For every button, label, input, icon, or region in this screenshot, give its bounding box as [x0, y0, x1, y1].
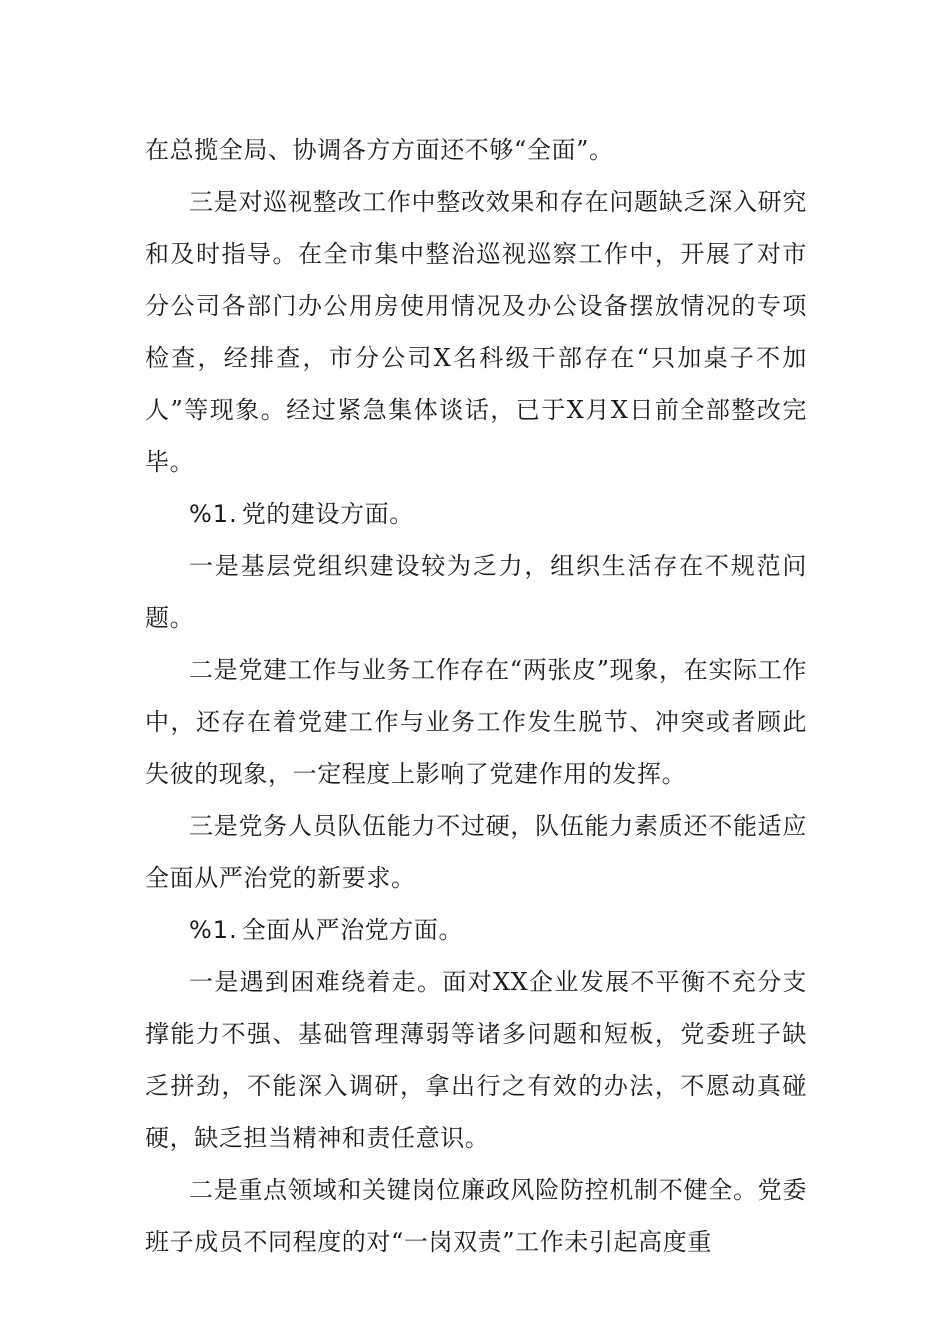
- paragraph: 一是遇到困难绕着走。面对XX企业发展不平衡不充分支撑能力不强、基础管理薄弱等诸多问题和短板，党委班子缺乏拼劲，不能深入调研，拿出行之有效的办法，不愿动真碰硬，缺乏担当精神和责任意识。: [145, 968, 807, 1152]
- paragraph: 三是对巡视整改工作中整改效果和存在问题缺乏深入研究和及时指导。在全市集中整治巡视巡察工作中，开展了对市分公司各部门办公用房使用情况及办公设备摆放情况的专项检查，经排查，市分公司X名科级干部存在“只加桌子不加人”等现象。经过紧急集体谈话，已于X月X日前全部整改完毕。: [145, 188, 807, 476]
- section-number: %1.: [189, 500, 238, 528]
- section-heading: [145, 488, 807, 540]
- section-heading: [145, 904, 807, 956]
- paragraph: 二是重点领域和关键岗位廉政风险防控机制不健全。党委班子成员不同程度的对“一岗双责”工作未引起高度重: [145, 1176, 807, 1256]
- section-title: 党的建设方面。: [241, 500, 414, 528]
- paragraph: 二是党建工作与业务工作存在“两张皮”现象，在实际工作中，还存在着党建工作与业务工作发生脱节、冲突或者顾此失彼的现象，一定程度上影响了党建作用的发挥。: [145, 656, 807, 788]
- section-title: 全面从严治党方面。: [241, 916, 464, 944]
- section-number: %1.: [189, 916, 238, 944]
- paragraph: 一是基层党组织建设较为乏力，组织生活存在不规范问题。: [145, 552, 807, 632]
- paragraph: 在总揽全局、协调各方方面还不够“全面”。: [145, 136, 614, 164]
- paragraph: 三是党务人员队伍能力不过硬，队伍能力素质还不能适应全面从严治党的新要求。: [145, 812, 807, 892]
- document-body: [145, 124, 807, 1268]
